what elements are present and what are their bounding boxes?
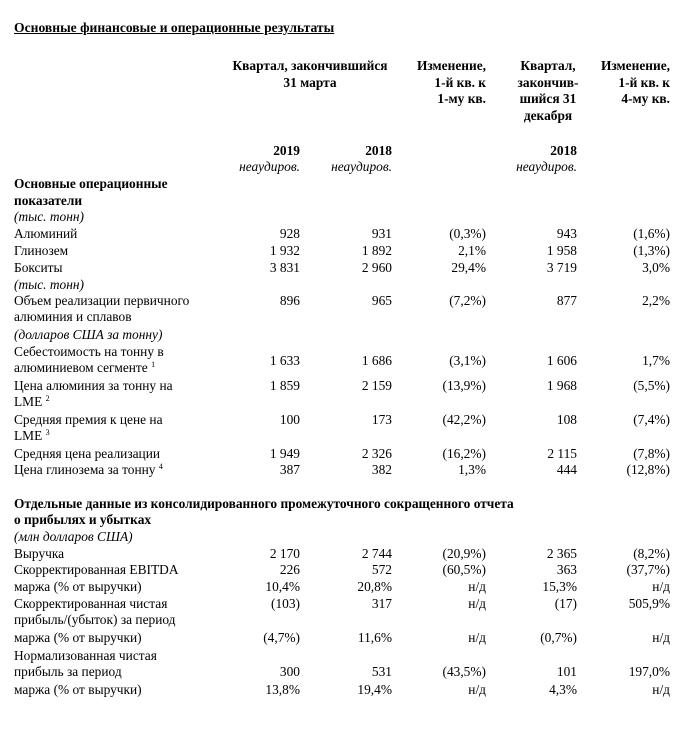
table-cell: (43,5%)	[442, 664, 486, 679]
table-cell: 572	[371, 562, 392, 577]
year-2019: 2019	[273, 143, 300, 158]
row-label-line: прибыль/(убыток) за период	[14, 612, 176, 627]
unaudited-note: неаудиров.	[516, 159, 577, 174]
table-cell: 965	[371, 293, 392, 308]
row-label-text: Цена глинозема за тонну	[14, 462, 156, 477]
row-label	[14, 344, 164, 376]
table-cell: (7,8%)	[633, 446, 670, 461]
table-cell: 3 719	[546, 260, 577, 275]
row-label	[14, 579, 142, 595]
table-cell: 943	[556, 226, 577, 241]
table-cell: 3 831	[269, 260, 300, 275]
table-cell: 108	[556, 412, 577, 427]
section-title-operational: Основные операционные	[14, 176, 168, 191]
table-cell: 1 686	[361, 353, 392, 368]
table-cell: 15,3%	[542, 579, 577, 594]
table-cell: (20,9%)	[442, 546, 486, 561]
table-cell: (4,7%)	[263, 630, 300, 645]
row-label-line	[14, 462, 163, 478]
table-cell: 1 968	[546, 378, 577, 393]
row-label	[14, 596, 176, 628]
unit-label: (тыс. тонн)	[14, 209, 84, 224]
table-cell: 3,0%	[642, 260, 670, 275]
header-line: 1-й кв. к	[618, 74, 670, 90]
row-label-line: Алюминий	[14, 226, 78, 241]
table-cell: 4,3%	[549, 682, 577, 697]
table-cell: 10,4%	[265, 579, 300, 594]
page-title: Основные финансовые и операционные результаты	[14, 20, 335, 35]
table-cell: 531	[371, 664, 392, 679]
table-cell: 317	[371, 596, 392, 611]
table-cell: 382	[371, 462, 392, 477]
year-2018: 2018	[365, 143, 392, 158]
table-cell: н/д	[652, 682, 670, 697]
section-title-financial: о прибылях и убытках	[14, 512, 152, 527]
table-cell: 20,8%	[357, 579, 392, 594]
table-cell: 363	[556, 562, 577, 577]
header-line: 1-й кв. к	[434, 74, 486, 90]
table-cell: 2 159	[361, 378, 392, 393]
table-cell: н/д	[652, 630, 670, 645]
footnote-ref: 1	[151, 360, 156, 369]
table-cell: н/д	[468, 596, 486, 611]
table-cell: 1 633	[269, 353, 300, 368]
row-label	[14, 648, 157, 680]
table-cell: 197,0%	[628, 664, 670, 679]
table-cell: 1 949	[269, 446, 300, 461]
table-cell: 2 115	[547, 446, 577, 461]
row-label	[14, 562, 179, 578]
header-line: 4-му кв.	[621, 91, 670, 106]
table-cell: (17)	[554, 596, 577, 611]
table-cell: 2,1%	[458, 243, 486, 258]
row-label	[14, 462, 163, 478]
table-cell: 2,2%	[642, 293, 670, 308]
table-cell: (0,3%)	[449, 226, 486, 241]
row-label	[14, 630, 142, 646]
table-cell: 300	[279, 664, 300, 679]
table-cell: (3,1%)	[449, 353, 486, 368]
row-label-line: Выручка	[14, 546, 65, 561]
row-label-line	[14, 394, 173, 410]
row-label	[14, 682, 142, 698]
row-label-line: алюминия и сплавов	[14, 309, 132, 324]
table-cell: 101	[556, 664, 577, 679]
row-label-line	[14, 360, 164, 376]
row-label	[14, 260, 63, 276]
header-line: декабря	[523, 107, 573, 123]
header-line: закончив-	[517, 74, 579, 90]
table-cell: 928	[279, 226, 300, 241]
table-cell: 931	[371, 226, 392, 241]
table-cell: 2 365	[546, 546, 577, 561]
unaudited-note: неаудиров.	[239, 159, 300, 174]
header-line: 1-му кв.	[437, 91, 486, 106]
table-cell: 505,9%	[628, 596, 670, 611]
table-cell: 1 958	[546, 243, 577, 258]
table-cell: 2 326	[361, 446, 392, 461]
table-cell: н/д	[468, 579, 486, 594]
table-cell: 19,4%	[357, 682, 392, 697]
row-label	[14, 378, 173, 410]
header-line: Квартал,	[520, 58, 576, 73]
header-change-q1	[400, 58, 486, 108]
header-change-q4	[588, 58, 670, 108]
table-cell: 29,4%	[451, 260, 486, 275]
table-cell: н/д	[468, 630, 486, 645]
row-label-line: маржа (% от выручки)	[14, 682, 142, 697]
table-cell: 1,7%	[642, 353, 670, 368]
table-cell: 11,6%	[357, 630, 392, 645]
table-cell: 2 744	[361, 546, 392, 561]
footnote-ref: 3	[45, 428, 50, 437]
table-cell: (5,5%)	[633, 378, 670, 393]
row-label	[14, 412, 163, 444]
header-quarter-dec	[508, 58, 588, 124]
table-cell: н/д	[468, 682, 486, 697]
header-quarter-march: Квартал, закончившийся 31 марта	[232, 58, 388, 90]
table-cell: 1 932	[269, 243, 300, 258]
section-title-operational: показатели	[14, 193, 83, 208]
table-cell: 877	[556, 293, 577, 308]
table-cell: 2 170	[269, 546, 300, 561]
table-cell: (0,7%)	[540, 630, 577, 645]
table-cell: (103)	[270, 596, 300, 611]
table-cell: (42,2%)	[442, 412, 486, 427]
row-label-line: маржа (% от выручки)	[14, 579, 142, 594]
row-label-line: маржа (% от выручки)	[14, 630, 142, 645]
row-label-text: LME	[14, 428, 43, 443]
row-label-text: алюминиевом сегменте	[14, 360, 148, 375]
table-cell: (1,6%)	[633, 226, 670, 241]
row-label	[14, 226, 77, 242]
row-label-line: Нормализованная чистая	[14, 648, 157, 663]
table-cell: 226	[279, 562, 300, 577]
table-cell: 13,8%	[265, 682, 300, 697]
row-label-line: Скорректированная чистая	[14, 596, 168, 611]
row-label-line: Скорректированная EBITDA	[14, 562, 179, 577]
table-cell: (8,2%)	[633, 546, 670, 561]
table-cell: 1 859	[269, 378, 300, 393]
year-2018-dec: 2018	[550, 143, 577, 158]
table-cell: 100	[279, 412, 300, 427]
row-label-line: Средняя премия к цене на	[14, 412, 163, 427]
unit-label: (тыс. тонн)	[14, 277, 84, 292]
table-cell: 444	[556, 462, 577, 477]
footnote-ref: 2	[45, 394, 50, 403]
table-cell: (7,4%)	[633, 412, 670, 427]
table-cell: (37,7%)	[626, 562, 670, 577]
table-cell: 1 606	[546, 353, 577, 368]
row-label-text: LME	[14, 394, 43, 409]
unit-label: (долларов США за тонну)	[14, 327, 163, 342]
section-title-financial: Отдельные данные из консолидированного промежуточного сокращенного отчета	[14, 496, 514, 511]
table-cell: (12,8%)	[626, 462, 670, 477]
table-cell: н/д	[652, 579, 670, 594]
row-label-line: Цена алюминия за тонну на	[14, 378, 173, 393]
header-line: шийся 31	[519, 91, 577, 106]
row-label-line	[14, 428, 163, 444]
table-cell: (7,2%)	[449, 293, 486, 308]
table-cell: (60,5%)	[442, 562, 486, 577]
table-cell: (16,2%)	[442, 446, 486, 461]
row-label-line: Средняя цена реализации	[14, 446, 161, 461]
table-cell: 173	[371, 412, 392, 427]
table-cell: 387	[279, 462, 300, 477]
unaudited-note: неаудиров.	[331, 159, 392, 174]
header-line: Изменение,	[416, 58, 486, 73]
row-label	[14, 446, 160, 462]
unit-label: (млн долларов США)	[14, 529, 133, 544]
row-label	[14, 293, 189, 325]
table-cell: 1,3%	[458, 462, 486, 477]
row-label-line: Объем реализации первичного	[14, 293, 190, 308]
row-label-line: Себестоимость на тонну в	[14, 344, 164, 359]
header-line: Изменение,	[600, 58, 670, 73]
table-cell: (13,9%)	[442, 378, 486, 393]
row-label	[14, 243, 68, 259]
row-label	[14, 546, 64, 562]
table-cell: 896	[279, 293, 300, 308]
footnote-ref: 4	[158, 462, 163, 471]
table-cell: (1,3%)	[633, 243, 670, 258]
table-cell: 1 892	[361, 243, 392, 258]
row-label-line: Бокситы	[14, 260, 63, 275]
table-cell: 2 960	[361, 260, 392, 275]
row-label-line: прибыль за период	[14, 664, 122, 679]
row-label-line: Глинозем	[14, 243, 69, 258]
